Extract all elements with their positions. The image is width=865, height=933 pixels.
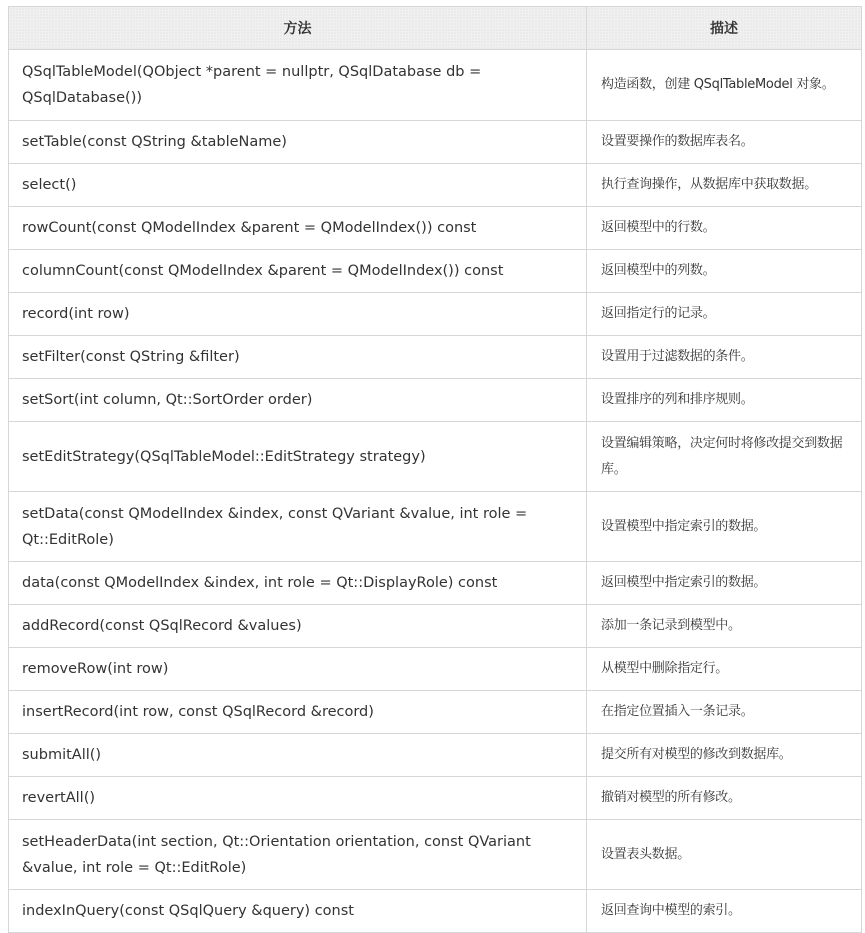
table-row: [9, 250, 862, 293]
table-row: [9, 422, 862, 492]
table-row: [9, 379, 862, 422]
method-cell: select(): [9, 164, 587, 207]
table-body: [9, 50, 862, 933]
table-row: [9, 562, 862, 605]
table-row: [9, 648, 862, 691]
description-cell: 设置模型中指定索引的数据。: [587, 492, 862, 562]
method-cell: setData(const QModelIndex &index, const QVariant &value, int role = Qt::EditRole): [9, 492, 587, 562]
column-header-description: 描述: [587, 7, 862, 50]
table-row: [9, 207, 862, 250]
method-cell: QSqlTableModel(QObject *parent = nullptr, QSqlDatabase db = QSqlDatabase()): [9, 50, 587, 121]
method-cell: setSort(int column, Qt::SortOrder order): [9, 379, 587, 422]
description-cell: 返回指定行的记录。: [587, 293, 862, 336]
table-row: [9, 820, 862, 890]
method-cell: record(int row): [9, 293, 587, 336]
method-cell: removeRow(int row): [9, 648, 587, 691]
description-cell: 构造函数，创建 QSqlTableModel 对象。: [587, 50, 862, 121]
method-cell: submitAll(): [9, 734, 587, 777]
table-row: [9, 777, 862, 820]
method-cell: setTable(const QString &tableName): [9, 121, 587, 164]
description-cell: 返回模型中的列数。: [587, 250, 862, 293]
table-row: [9, 164, 862, 207]
description-cell: 添加一条记录到模型中。: [587, 605, 862, 648]
description-cell: 设置编辑策略，决定何时将修改提交到数据库。: [587, 422, 862, 492]
method-cell: revertAll(): [9, 777, 587, 820]
description-cell: 在指定位置插入一条记录。: [587, 691, 862, 734]
description-cell: 撤销对模型的所有修改。: [587, 777, 862, 820]
table-row: [9, 605, 862, 648]
table-row: [9, 691, 862, 734]
api-methods-table: [8, 6, 862, 933]
description-cell: 返回模型中的行数。: [587, 207, 862, 250]
method-cell: indexInQuery(const QSqlQuery &query) const: [9, 890, 587, 933]
table-row: [9, 121, 862, 164]
description-cell: 设置表头数据。: [587, 820, 862, 890]
table-row: [9, 336, 862, 379]
table-row: [9, 293, 862, 336]
method-cell: columnCount(const QModelIndex &parent = QModelIndex()) const: [9, 250, 587, 293]
description-cell: 返回模型中指定索引的数据。: [587, 562, 862, 605]
method-cell: insertRecord(int row, const QSqlRecord &record): [9, 691, 587, 734]
method-cell: setHeaderData(int section, Qt::Orientation orientation, const QVariant &value, int role = Qt::EditRole): [9, 820, 587, 890]
table-header-row: [9, 7, 862, 50]
method-cell: setEditStrategy(QSqlTableModel::EditStrategy strategy): [9, 422, 587, 492]
description-cell: 设置要操作的数据库表名。: [587, 121, 862, 164]
table-row: [9, 890, 862, 933]
table-row: [9, 50, 862, 121]
description-cell: 返回查询中模型的索引。: [587, 890, 862, 933]
table-row: [9, 734, 862, 777]
column-header-method: 方法: [9, 7, 587, 50]
description-cell: 从模型中删除指定行。: [587, 648, 862, 691]
method-cell: rowCount(const QModelIndex &parent = QModelIndex()) const: [9, 207, 587, 250]
description-cell: 设置用于过滤数据的条件。: [587, 336, 862, 379]
method-cell: data(const QModelIndex &index, int role = Qt::DisplayRole) const: [9, 562, 587, 605]
table-row: [9, 492, 862, 562]
method-cell: addRecord(const QSqlRecord &values): [9, 605, 587, 648]
description-cell: 提交所有对模型的修改到数据库。: [587, 734, 862, 777]
description-cell: 执行查询操作，从数据库中获取数据。: [587, 164, 862, 207]
description-cell: 设置排序的列和排序规则。: [587, 379, 862, 422]
method-cell: setFilter(const QString &filter): [9, 336, 587, 379]
